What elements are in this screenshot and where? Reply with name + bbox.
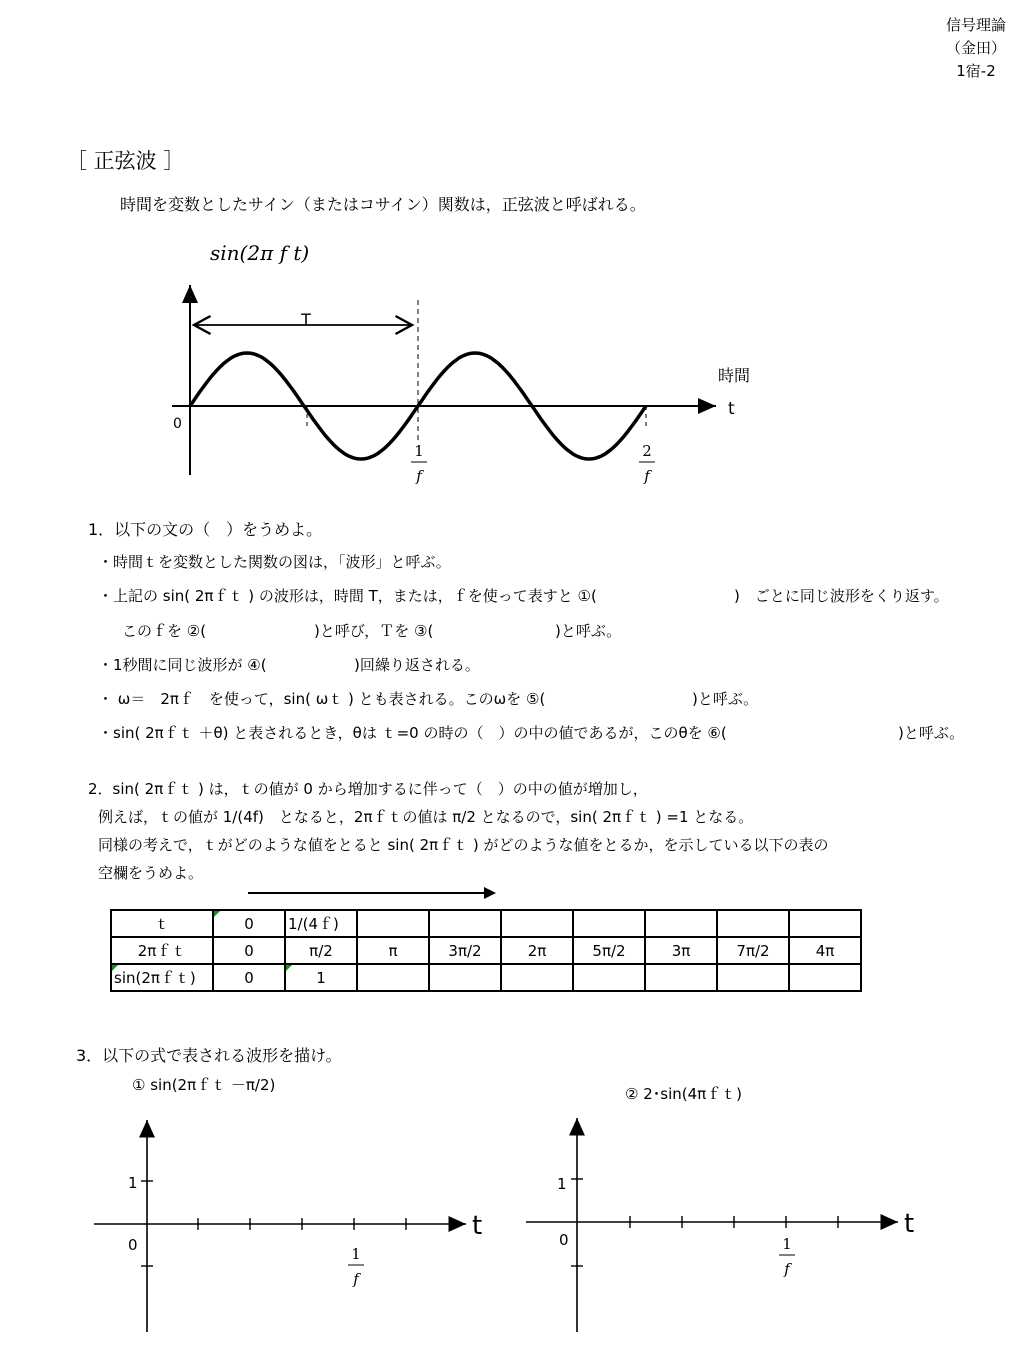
q1-bullet-2d: )と呼び，Ｔを ③( [314, 622, 434, 640]
q2-line-3: 同様の考えで，ｔがどのような値をとると sin( 2πｆｔ ) がどのような値をとるか，を示している以下の表の [98, 836, 829, 854]
q1-bullet-4b: )と呼ぶ。 [692, 690, 759, 708]
graph2-origin: 0 [559, 1231, 569, 1249]
q1-bullet-2e: )と呼ぶ。 [555, 622, 622, 640]
graph2-t-label: t [904, 1209, 915, 1239]
graph1-origin: 0 [128, 1236, 138, 1254]
table-cell[interactable]: 0 [213, 964, 285, 991]
table-cell[interactable]: 1 [285, 964, 357, 991]
table-cell: 3π [645, 937, 717, 964]
figure-axis-t: t [728, 399, 735, 419]
table-cell[interactable] [429, 964, 501, 991]
tick1-numerator: 1 [414, 442, 424, 460]
table-cell[interactable] [501, 964, 573, 991]
q1-bullet-2c: このｆを ②( [122, 622, 207, 640]
figure-axis-jp: 時間 [718, 366, 751, 385]
intro-text: 時間を変数としたサイン（またはコサイン）関数は，正弦波と呼ばれる。 [120, 195, 646, 214]
table-row-phase [111, 937, 861, 964]
graph2-frac-den: f [784, 1260, 790, 1278]
graph1-frac-den: f [353, 1270, 359, 1288]
table-cell: 0 [213, 937, 285, 964]
table-cell[interactable] [429, 910, 501, 937]
table-row-t [111, 910, 861, 937]
graph1-frac-num: 1 [351, 1245, 361, 1263]
header-author: （金田） [945, 39, 1006, 57]
table-cell: ｔ [111, 910, 213, 937]
header-page-id: 1宿-2 [956, 62, 996, 80]
q3-graph1-label: ① sin(2πｆｔ －π/2) [132, 1076, 276, 1094]
table-cell[interactable] [357, 964, 429, 991]
table-cell[interactable] [789, 910, 861, 937]
q1-bullet-1: ・時間ｔを変数とした関数の図は，「波形」と呼ぶ。 [98, 553, 451, 571]
table-cell: 4π [789, 937, 861, 964]
q3-graph2-label: ② 2･sin(4πｆｔ) [625, 1085, 743, 1103]
table-cell: π [357, 937, 429, 964]
q1-bullet-2b: ) ごとに同じ波形をくり返す。 [734, 587, 949, 605]
table-cell: 3π/2 [429, 937, 501, 964]
graph1-axes[interactable] [94, 1120, 482, 1332]
table-cell[interactable] [573, 910, 645, 937]
tick2-numerator: 2 [642, 442, 652, 460]
q2-direction-arrow [240, 884, 510, 904]
table-cell[interactable]: 1/(4ｆ) [285, 910, 357, 937]
figure-origin: 0 [173, 416, 182, 432]
q1-bullet-3b: )回繰り返される。 [354, 656, 480, 674]
table-cell[interactable]: 0 [213, 910, 285, 937]
q1-bullet-3a: ・1秒間に同じ波形が ④( [98, 656, 267, 674]
q2-line-4: 空欄をうめよ。 [98, 864, 204, 882]
table-cell[interactable] [645, 964, 717, 991]
q1-bullet-5a: ・sin( 2πｆｔ ＋θ) と表されるとき，θは ｔ=0 の時の（ ）の中の値であるが，このθを ⑥( [98, 724, 727, 742]
header-course: 信号理論 [945, 16, 1006, 34]
graph1-t-label: t [472, 1211, 483, 1241]
table-cell: π/2 [285, 937, 357, 964]
q1-bullet-4a: ・ ω＝ 2πｆ を使って，sin( ωｔ ) とも表される。このωを ⑤( [98, 690, 546, 708]
table-cell[interactable] [789, 964, 861, 991]
table-cell[interactable] [501, 910, 573, 937]
graph2-y1-label: 1 [557, 1175, 567, 1193]
q2-line-1: 2．sin( 2πｆｔ ) は，ｔの値が 0 から増加するに伴って（ ）の中の値が増加し， [88, 780, 648, 798]
figure-formula: sin(2π f t) [210, 241, 310, 265]
tick2-denominator: f [644, 467, 650, 485]
q2-line-2: 例えば，ｔの値が 1/(4f) となると，2πｆｔの値は π/2 となるので，sin( 2πｆｔ ) =1 となる。 [98, 808, 754, 826]
table-cell[interactable] [717, 910, 789, 937]
sine-figure [0, 0, 1024, 500]
table-cell[interactable] [717, 964, 789, 991]
q1-bullet-2a: ・上記の sin( 2πｆｔ ) の波形は，時間 T，または，ｆを使って表すと ①( [98, 587, 597, 605]
table-cell: 2π [501, 937, 573, 964]
graph2-frac-num: 1 [782, 1235, 792, 1253]
period-label: T [301, 310, 311, 329]
table-cell: 5π/2 [573, 937, 645, 964]
table-row-sin [111, 964, 861, 991]
value-table [110, 909, 862, 992]
tick1-denominator: f [416, 467, 422, 485]
table-cell[interactable] [573, 964, 645, 991]
q1-bullet-5b: )と呼ぶ。 [898, 724, 965, 742]
table-cell: 7π/2 [717, 937, 789, 964]
table-cell: sin(2πｆｔ) [111, 964, 213, 991]
graph2-axes[interactable] [526, 1118, 914, 1332]
q1-title: 1．以下の文の（ ）をうめよ。 [88, 520, 323, 539]
table-cell: 2πｆｔ [111, 937, 213, 964]
q3-title: 3．以下の式で表される波形を描け。 [76, 1046, 342, 1065]
q3-axes [0, 1100, 1024, 1365]
table-cell[interactable] [357, 910, 429, 937]
table-cell[interactable] [645, 910, 717, 937]
section-title: ［ 正弦波 ］ [66, 149, 185, 173]
graph1-y1-label: 1 [128, 1174, 138, 1192]
